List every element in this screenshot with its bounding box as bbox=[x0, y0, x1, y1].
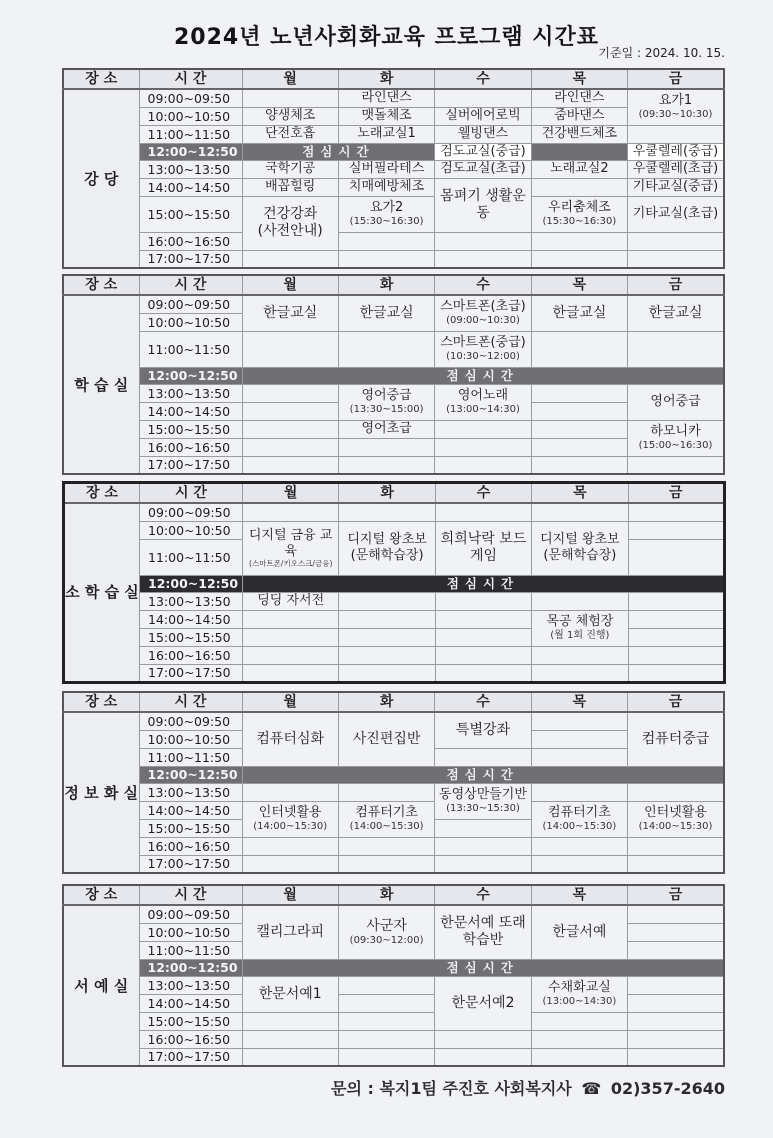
header-wed: 수 bbox=[435, 692, 531, 712]
header-tue: 화 bbox=[339, 483, 435, 504]
time-slot: 13:00~13:50 bbox=[139, 160, 242, 178]
program-cell: 건강강좌 (사전안내) bbox=[242, 196, 338, 250]
time-slot: 17:00~17:50 bbox=[140, 664, 243, 682]
header-time: 시 간 bbox=[140, 483, 243, 504]
time-slot: 17:00~17:50 bbox=[139, 456, 242, 474]
schedule-small-study-room bbox=[62, 481, 726, 684]
lunch-bar: 점심시간 bbox=[242, 766, 724, 783]
program-cell: 한문서예1 bbox=[242, 976, 338, 1012]
schedule-study-room bbox=[62, 274, 725, 475]
header-place: 장 소 bbox=[63, 69, 139, 89]
header-place: 장 소 bbox=[63, 885, 139, 905]
time-slot: 09:00~09:50 bbox=[139, 295, 242, 313]
program-cell: 한문서예2 bbox=[435, 976, 531, 1030]
header-wed: 수 bbox=[435, 69, 531, 89]
header-place: 장 소 bbox=[63, 275, 139, 295]
program-cell: 기타교실(초급) bbox=[628, 196, 724, 232]
program-cell: 디지털 왕초보 (문해학습장) bbox=[339, 521, 435, 575]
place-label: 소 학 습 실 bbox=[64, 503, 140, 682]
phone-number: 02)357-2640 bbox=[610, 1079, 725, 1098]
time-slot: 12:00~12:50 bbox=[139, 959, 242, 976]
header-tue: 화 bbox=[338, 885, 434, 905]
header-tue: 화 bbox=[338, 275, 434, 295]
lunch-bar: 점심시간 bbox=[243, 575, 725, 592]
time-slot: 11:00~11:50 bbox=[139, 748, 242, 766]
header-thu: 목 bbox=[531, 692, 627, 712]
lunch-bar: 점심시간 bbox=[242, 367, 724, 384]
program-cell: 스마트폰(초급) (09:00~10:30) bbox=[435, 295, 531, 331]
time-slot: 14:00~14:50 bbox=[139, 178, 242, 196]
program-cell: 노래교실2 bbox=[531, 160, 627, 178]
program-cell: 양생체조 bbox=[242, 107, 338, 125]
time-slot: 10:00~10:50 bbox=[139, 923, 242, 941]
contact-text: 문의 : 복지1팀 주진호 사회복지사 bbox=[331, 1079, 572, 1098]
program-cell: 한글교실 bbox=[338, 295, 434, 331]
program-cell: 건강밴드체조 bbox=[531, 125, 627, 143]
header-place: 장 소 bbox=[63, 692, 139, 712]
header-time: 시 간 bbox=[139, 275, 242, 295]
time-slot: 11:00~11:50 bbox=[139, 331, 242, 367]
time-slot: 12:00~12:50 bbox=[139, 367, 242, 384]
header-row bbox=[63, 692, 724, 712]
program-cell: 디지털 왕초보 (문해학습장) bbox=[532, 521, 628, 575]
program-cell: 스마트폰(중급) (10:30~12:00) bbox=[435, 331, 531, 367]
header-thu: 목 bbox=[531, 69, 627, 89]
time-slot: 12:00~12:50 bbox=[140, 575, 243, 592]
program-cell: 컴퓨터기초 (14:00~15:30) bbox=[531, 801, 627, 837]
program-cell: 우쿨렐레(초급) bbox=[628, 160, 724, 178]
header-fri: 금 bbox=[628, 692, 724, 712]
header-wed: 수 bbox=[435, 483, 531, 504]
reference-date: 기준일 : 2024. 10. 15. bbox=[598, 46, 725, 60]
program-cell: 컴퓨터기초 (14:00~15:30) bbox=[338, 801, 434, 837]
program-cell: 배꼽힐링 bbox=[242, 178, 338, 196]
place-label: 강 당 bbox=[63, 89, 139, 268]
lunch-bar: 점심시간 bbox=[242, 143, 435, 160]
header-row bbox=[63, 885, 724, 905]
schedule-auditorium bbox=[62, 68, 725, 269]
program-cell: 컴퓨터심화 bbox=[242, 712, 338, 766]
time-slot: 13:00~13:50 bbox=[139, 976, 242, 994]
time-slot: 17:00~17:50 bbox=[139, 1048, 242, 1066]
header-mon: 월 bbox=[242, 275, 338, 295]
program-cell: 하모니카 (15:00~16:30) bbox=[628, 420, 724, 456]
program-cell: 검도교실(중급) bbox=[435, 143, 531, 160]
program-cell: 우쿨렐레(중급) bbox=[628, 143, 724, 160]
header-fri: 금 bbox=[628, 483, 724, 504]
program-cell: 영어중급 (13:30~15:00) bbox=[338, 384, 434, 420]
header-fri: 금 bbox=[628, 69, 724, 89]
time-slot: 09:00~09:50 bbox=[140, 503, 243, 521]
program-cell: 컴퓨터중급 bbox=[628, 712, 724, 766]
time-slot: 14:00~14:50 bbox=[140, 610, 243, 628]
header-row bbox=[64, 483, 725, 504]
lunch-bar: 점심시간 bbox=[242, 959, 724, 976]
program-cell: 동영상만들기반 (13:30~15:30) bbox=[435, 783, 531, 819]
time-slot: 16:00~16:50 bbox=[140, 646, 243, 664]
header-mon: 월 bbox=[242, 69, 338, 89]
header-fri: 금 bbox=[628, 885, 724, 905]
program-cell: 우리춤체조 (15:30~16:30) bbox=[531, 196, 627, 232]
time-slot: 16:00~16:50 bbox=[139, 438, 242, 456]
time-slot: 13:00~13:50 bbox=[139, 783, 242, 801]
time-slot: 15:00~15:50 bbox=[140, 628, 243, 646]
header-wed: 수 bbox=[435, 275, 531, 295]
time-slot: 11:00~11:50 bbox=[140, 539, 243, 575]
time-slot: 16:00~16:50 bbox=[139, 232, 242, 250]
time-slot: 15:00~15:50 bbox=[139, 819, 242, 837]
program-cell: 사진편집반 bbox=[338, 712, 434, 766]
program-cell: 웰빙댄스 bbox=[435, 125, 531, 143]
header-thu: 목 bbox=[531, 275, 627, 295]
time-slot: 10:00~10:50 bbox=[139, 107, 242, 125]
program-cell: 영어중급 bbox=[628, 384, 724, 420]
program-cell: 노래교실1 bbox=[338, 125, 434, 143]
header-row bbox=[63, 69, 724, 89]
header-time: 시 간 bbox=[139, 885, 242, 905]
program-cell: 국학기공 bbox=[242, 160, 338, 178]
page-title: 2024년 노년사회화교육 프로그램 시간표 bbox=[174, 25, 599, 50]
program-cell: 몸펴기 생활운동 bbox=[435, 178, 531, 232]
program-cell: 요가1 (09:30~10:30) bbox=[628, 89, 724, 125]
header-mon: 월 bbox=[242, 692, 338, 712]
header-fri: 금 bbox=[628, 275, 724, 295]
header-place: 장 소 bbox=[64, 483, 140, 504]
program-cell: 요가2 (15:30~16:30) bbox=[338, 196, 434, 232]
time-slot: 10:00~10:50 bbox=[139, 730, 242, 748]
time-slot: 12:00~12:50 bbox=[139, 143, 242, 160]
program-cell: 기타교실(중급) bbox=[628, 178, 724, 196]
time-slot: 13:00~13:50 bbox=[139, 384, 242, 402]
place-label: 정 보 화 실 bbox=[63, 712, 139, 873]
program-cell: 한글교실 bbox=[628, 295, 724, 331]
program-cell: 특별강좌 bbox=[435, 712, 531, 748]
program-cell: 라인댄스 bbox=[531, 89, 627, 107]
program-cell: 딩딩 자서전 bbox=[243, 592, 339, 610]
schedule-computer-room bbox=[62, 691, 725, 874]
time-slot: 11:00~11:50 bbox=[139, 125, 242, 143]
header-time: 시 간 bbox=[139, 69, 242, 89]
header-row bbox=[63, 275, 724, 295]
time-slot: 11:00~11:50 bbox=[139, 941, 242, 959]
header-mon: 월 bbox=[243, 483, 339, 504]
time-slot: 10:00~10:50 bbox=[140, 521, 243, 539]
header-thu: 목 bbox=[531, 885, 627, 905]
program-cell: 한글교실 bbox=[531, 295, 627, 331]
header-thu: 목 bbox=[532, 483, 628, 504]
program-cell: 라인댄스 bbox=[338, 89, 434, 107]
time-slot: 17:00~17:50 bbox=[139, 250, 242, 268]
time-slot: 09:00~09:50 bbox=[139, 89, 242, 107]
program-cell: 단전호흡 bbox=[242, 125, 338, 143]
time-slot: 14:00~14:50 bbox=[139, 801, 242, 819]
place-label: 서 예 실 bbox=[63, 905, 139, 1066]
program-cell: 검도교실(초급) bbox=[435, 160, 531, 178]
program-cell: 희희낙락 보드게임 bbox=[435, 521, 531, 575]
program-cell: 한글서예 bbox=[531, 905, 627, 959]
time-slot: 10:00~10:50 bbox=[139, 313, 242, 331]
header-wed: 수 bbox=[435, 885, 531, 905]
time-slot: 09:00~09:50 bbox=[139, 905, 242, 923]
time-slot: 15:00~15:50 bbox=[139, 420, 242, 438]
program-cell: 실버에어로빅 bbox=[435, 107, 531, 125]
time-slot: 17:00~17:50 bbox=[139, 855, 242, 873]
program-cell: 수채화교실 (13:00~14:30) bbox=[531, 976, 627, 1012]
program-cell: 디지털 금융 교육 (스마트폰/키오스크/금융) bbox=[243, 521, 339, 575]
time-slot: 14:00~14:50 bbox=[139, 994, 242, 1012]
time-slot: 16:00~16:50 bbox=[139, 1030, 242, 1048]
program-cell: 치매예방체조 bbox=[338, 178, 434, 196]
program-cell: 인터넷활용 (14:00~15:30) bbox=[628, 801, 724, 837]
place-label: 학 습 실 bbox=[63, 295, 139, 474]
time-slot: 15:00~15:50 bbox=[139, 1012, 242, 1030]
contact-footer bbox=[331, 1076, 725, 1099]
phone-icon: ☎ bbox=[581, 1079, 602, 1098]
header-time: 시 간 bbox=[139, 692, 242, 712]
time-slot: 09:00~09:50 bbox=[139, 712, 242, 730]
time-slot: 13:00~13:50 bbox=[140, 592, 243, 610]
header-tue: 화 bbox=[338, 69, 434, 89]
header-mon: 월 bbox=[242, 885, 338, 905]
program-cell: 인터넷활용 (14:00~15:30) bbox=[242, 801, 338, 837]
program-cell: 줌바댄스 bbox=[531, 107, 627, 125]
program-cell: 목공 체험장 (월 1회 진행) bbox=[532, 610, 628, 646]
program-cell: 한문서예 또래학습반 bbox=[435, 905, 531, 959]
time-slot: 12:00~12:50 bbox=[139, 766, 242, 783]
schedule-calligraphy-room bbox=[62, 884, 725, 1067]
program-cell: 영어노래 (13:00~14:30) bbox=[435, 384, 531, 420]
program-cell: 한글교실 bbox=[242, 295, 338, 331]
time-slot: 14:00~14:50 bbox=[139, 402, 242, 420]
time-slot: 16:00~16:50 bbox=[139, 837, 242, 855]
program-cell: 실버필라테스 bbox=[338, 160, 434, 178]
header-tue: 화 bbox=[338, 692, 434, 712]
program-cell: 사군자 (09:30~12:00) bbox=[338, 905, 434, 959]
program-cell: 맷돌체조 bbox=[338, 107, 434, 125]
program-cell: 캘리그라피 bbox=[242, 905, 338, 959]
program-cell: 영어초급 bbox=[338, 420, 434, 438]
time-slot: 15:00~15:50 bbox=[139, 196, 242, 232]
